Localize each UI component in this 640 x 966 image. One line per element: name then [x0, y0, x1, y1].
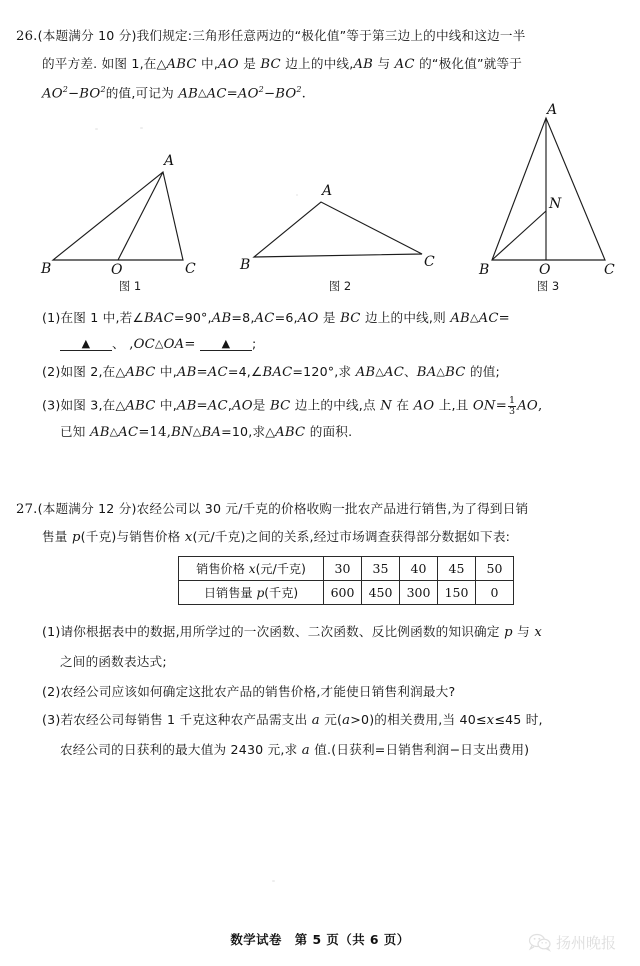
- scan-speck-4: [272, 880, 275, 882]
- problem-26-header-text: (本题满分 10 分)我们规定:三角形任意两边的“极化值”等于第三边上的中线和这边一半: [37, 28, 526, 43]
- p26-l2-mid: 中,: [201, 56, 219, 71]
- figure-2-label-B: B: [240, 257, 251, 273]
- th-price-pre: 销售价格: [196, 561, 245, 576]
- sub3-d: 是: [252, 397, 266, 413]
- p26-l2-ab: AB: [353, 57, 374, 72]
- problem-27-sub1-line1: [42, 626, 542, 639]
- figure-2-label-A: A: [322, 183, 333, 199]
- sub2-a: 如图 2,在: [60, 364, 116, 379]
- p26-l2-ac: AC: [394, 57, 415, 72]
- problem-26-line3: [42, 86, 306, 101]
- table-cell-price-2: 40: [400, 557, 438, 581]
- sub3-n: N: [380, 398, 392, 414]
- sub2-ab: AB: [355, 365, 376, 380]
- fraction-one-third: [508, 396, 516, 417]
- sub3-bc: BC: [269, 398, 291, 414]
- price-volume-table: [178, 556, 514, 605]
- sub1-ac: AC: [254, 311, 275, 326]
- sub2-ba: BA: [416, 365, 437, 380]
- p27-sub3-a1: a: [311, 713, 320, 728]
- sub1-b: =90°,: [173, 310, 212, 325]
- th-vol-var: p: [256, 585, 265, 600]
- minus-2: −: [263, 86, 276, 102]
- sub1-ab: AB: [211, 311, 232, 326]
- sub2-b: 中,: [159, 364, 177, 379]
- p26-l3-ac: AC: [206, 86, 227, 102]
- scan-speck-2: [140, 127, 143, 129]
- sub3-ao3: AO: [517, 398, 538, 414]
- watermark-text: 扬州晚报: [556, 933, 617, 952]
- sub2-abc: ABC: [125, 365, 156, 380]
- table-cell-price-4: 50: [476, 557, 514, 581]
- p27-sub1-p: p: [504, 625, 513, 640]
- sub2-ac: AC: [383, 365, 404, 380]
- p26-l2-and: 与: [377, 56, 391, 71]
- th-price-post: (元/千克): [255, 561, 306, 576]
- sub2-sep: 、: [404, 364, 417, 379]
- fraction-denominator: 3: [508, 405, 516, 417]
- sub3-abc: ABC: [125, 398, 156, 414]
- figure-2: [240, 150, 440, 295]
- p26-l3-ao: AO: [42, 86, 63, 102]
- p27-sub3-d: ≤45 时,: [494, 712, 543, 727]
- problem-27-number: 27.: [16, 502, 38, 517]
- sub3-h: 的面积.: [309, 424, 353, 439]
- sub1-d: =6,: [274, 310, 298, 325]
- p26-l2-bc: BC: [260, 57, 281, 72]
- table-cell-price-1: 35: [362, 557, 400, 581]
- sub3-ab2: AB: [90, 425, 110, 440]
- sub3-a: 如图 3,在: [60, 397, 116, 413]
- p27-var-x: x: [184, 530, 193, 545]
- sub3-comma: ,: [537, 398, 543, 414]
- figure-2-caption: 图 2: [328, 279, 352, 293]
- sub3-abac: AB=AC: [176, 398, 228, 414]
- p26-l2-tail: 的“极化值”就等于: [419, 56, 523, 71]
- sub3-ac2: AC: [118, 425, 139, 440]
- exponent-2b: 2: [100, 85, 106, 94]
- scan-speck-3: [296, 194, 298, 196]
- sub3-eq10: =10,求: [221, 424, 266, 439]
- table-cell-volume-2: 300: [400, 581, 438, 605]
- p26-l3-bo2: BO: [275, 86, 297, 102]
- table-cell-price-0: 30: [324, 557, 362, 581]
- problem-26-sub1-line2: ▲ 、 ,OC△OA= ▲ ;: [60, 338, 256, 352]
- sub3-on: ON: [472, 398, 496, 414]
- triangle-symbol-7: △: [436, 365, 446, 378]
- figure-3-label-O: O: [539, 262, 551, 278]
- eq-1: =: [226, 86, 238, 102]
- figure-3-label-A: A: [547, 102, 558, 118]
- problem-27-header-line2: [42, 531, 510, 544]
- p27-sub3-b: 元(: [324, 712, 343, 727]
- watermark: [528, 929, 636, 955]
- exponent-2: 2: [62, 85, 69, 94]
- sub1-c: =8,: [231, 310, 255, 325]
- p27-sub3-a: 若农经公司每销售 1 千克这种农产品需支出: [60, 712, 308, 727]
- p27-h-tail: (元/千克)之间的关系,经过市场调查获得部分数据如下表:: [192, 529, 511, 544]
- sub2-e: 的值;: [469, 364, 500, 379]
- sub3-e: 边上的中线,点: [294, 397, 376, 413]
- figure-3-caption: 图 3: [536, 279, 560, 293]
- p27-sub3-l2b: 值.(日获利=日销售利润−日支出费用): [314, 742, 530, 757]
- p27-sub3-c: >0)的相关费用,当 40≤: [350, 712, 487, 727]
- sub1-actri: AC: [478, 311, 499, 326]
- triangle-symbol-2: △: [197, 86, 207, 100]
- sub3-bn: BN: [171, 425, 193, 440]
- sub1-ao: AO: [297, 311, 319, 326]
- p27-h-mid: (千克)与销售价格: [80, 529, 181, 544]
- th-vol-post: (千克): [264, 585, 299, 600]
- sub1-eq: =: [498, 311, 510, 326]
- problem-27-sub2: [42, 686, 455, 699]
- table-row-price: [179, 557, 514, 581]
- p27-sub3-l2a: 农经公司的日获利的最大值为 2430 元,求: [60, 742, 298, 757]
- figure-3-label-N: N: [549, 196, 562, 212]
- figure-1-label-O: O: [111, 262, 123, 278]
- table-cell-volume-1: 450: [362, 581, 400, 605]
- figure-1: [35, 150, 225, 295]
- sub3-eq: =: [495, 398, 507, 414]
- p26-l2-is: 是: [243, 56, 256, 71]
- p26-l3-ab: AB: [178, 86, 198, 102]
- blank-triangle-1: ▲: [81, 337, 91, 350]
- sub1-a: 在图 1 中,若∠: [60, 310, 144, 325]
- exponent-2c: 2: [258, 85, 264, 94]
- table-cell-volume-3: 150: [438, 581, 476, 605]
- sub3-ao: AO: [232, 398, 253, 414]
- p26-l2-median: 边上的中线,: [285, 56, 354, 71]
- triangle-symbol-10: △: [192, 425, 202, 438]
- sub1-bc: BC: [340, 311, 361, 326]
- answer-blank-2[interactable]: [200, 337, 252, 351]
- problem-26-number: 26.: [16, 29, 38, 44]
- p27-sub1-b: 与: [517, 624, 530, 639]
- table-header-volume: [179, 581, 324, 605]
- sub3-abc2: ABC: [275, 425, 306, 440]
- figure-1-svg: [35, 150, 225, 278]
- figure-1-label-B: B: [41, 261, 52, 277]
- sub3-eq14: =14,: [138, 425, 172, 440]
- problem-26-sub1-line1: [42, 312, 510, 325]
- problem-26-sub2: [42, 366, 500, 379]
- scan-speck-1: [95, 128, 98, 130]
- sub2-c: =4,∠: [227, 364, 263, 379]
- sub3-f: 在: [396, 397, 410, 413]
- problem-26-sub3-line1: [42, 396, 542, 417]
- sub1-oa: OA: [163, 337, 185, 352]
- answer-blank-1[interactable]: [60, 337, 112, 351]
- sub2-label: (2): [42, 364, 61, 379]
- table-cell-volume-4: 0: [476, 581, 514, 605]
- sub3-l2a: 已知: [60, 424, 86, 439]
- problem-26-line2: [42, 58, 522, 71]
- sub2-d: =120°,求: [292, 364, 352, 379]
- th-price-var: x: [248, 561, 256, 576]
- table-header-price: [179, 557, 324, 581]
- p26-l2-abc: ABC: [166, 57, 197, 72]
- p27-sub3-x: x: [486, 713, 495, 728]
- p27-sub3-label: (3): [42, 712, 61, 727]
- triangle-symbol-3: △: [469, 311, 479, 324]
- sub1-semi: ;: [251, 336, 257, 351]
- sub2-abac: AB=AC: [176, 365, 228, 380]
- sub1-e: 是: [322, 310, 336, 325]
- p26-l3-ao2: AO: [237, 86, 259, 102]
- minus-1: −: [68, 86, 80, 102]
- figure-1-caption: 图 1: [118, 279, 142, 293]
- p27-sub2-text: 农经公司应该如何确定这批农产品的销售价格,才能使日销售利润最大?: [60, 684, 456, 699]
- sub1-label: (1): [42, 310, 61, 325]
- triangle-symbol-11: △: [265, 424, 276, 439]
- figure-3-label-B: B: [479, 262, 490, 278]
- p27-sub3-a2: a: [342, 713, 351, 728]
- problem-26-header: [16, 30, 526, 43]
- problem-27-sub3-line2: [60, 744, 529, 757]
- sub3-ao2: AO: [413, 398, 435, 414]
- table-cell-price-3: 45: [438, 557, 476, 581]
- triangle-symbol-4: △: [154, 337, 164, 350]
- sub3-b: 中,: [159, 397, 177, 413]
- problem-27-sub1-line2: [60, 656, 167, 669]
- p27-sub1-x: x: [534, 625, 542, 640]
- sub3-ba2: BA: [201, 425, 222, 440]
- period-1: .: [301, 86, 307, 102]
- p26-l3-bo: BO: [79, 86, 101, 102]
- p27-var-p: p: [72, 530, 81, 545]
- th-vol-pre: 日销售量: [203, 585, 253, 600]
- figure-1-label-A: A: [164, 153, 175, 169]
- blank-triangle-2: ▲: [221, 337, 231, 350]
- sub1-f: 边上的中线,则: [364, 310, 446, 325]
- figure-3-svg: [468, 102, 628, 278]
- problem-26-sub3-line2: [60, 426, 352, 439]
- sub1-abtri: AB: [450, 311, 470, 326]
- triangle-symbol-8: △: [115, 397, 126, 413]
- p27-sub3-a3: a: [301, 743, 310, 758]
- sub1-eq2: =: [184, 337, 196, 352]
- exponent-2d: 2: [296, 85, 302, 94]
- fraction-numerator: 1: [508, 395, 516, 406]
- sub2-bc: BC: [445, 365, 466, 380]
- sub1-oc: OC: [133, 337, 155, 352]
- problem-27-sub3-line1: [42, 714, 543, 727]
- triangle-symbol-5: △: [115, 364, 126, 379]
- triangle-symbol: △: [156, 56, 167, 71]
- figure-3-label-C: C: [604, 262, 615, 278]
- sub3-label: (3): [42, 397, 61, 413]
- figure-3: [468, 102, 628, 298]
- p26-l3-mid: 的值,可记为: [105, 85, 174, 101]
- problem-27-header-line1: [16, 503, 528, 516]
- p27-sub1-l2: 之间的函数表达式;: [60, 654, 167, 669]
- p27-h-pre: 售量: [42, 529, 68, 544]
- table-row-volume: [179, 581, 514, 605]
- figure-2-label-C: C: [424, 254, 435, 270]
- triangle-symbol-6: △: [375, 365, 384, 378]
- table-cell-volume-0: 600: [324, 581, 362, 605]
- p27-sub1-label: (1): [42, 624, 61, 639]
- sub3-g: 上,且: [438, 397, 469, 413]
- figure-1-label-C: C: [185, 261, 196, 277]
- figure-2-svg: [240, 150, 440, 275]
- page-footer: 数学试卷 第 5 页（共 6 页）: [230, 932, 410, 947]
- sub1-sep: 、: [112, 336, 125, 351]
- triangle-symbol-9: △: [109, 425, 119, 438]
- p27-sub1-a: 请你根据表中的数据,用所学过的一次函数、二次函数、反比例函数的知识确定: [60, 624, 500, 639]
- p27-sub2-label: (2): [42, 684, 61, 699]
- sub2-bac: BAC: [262, 365, 293, 380]
- p26-l2-pre: 的平方差. 如图 1,在: [42, 56, 157, 71]
- sub3-c: ,: [227, 397, 233, 413]
- p26-l2-ao: AO: [218, 57, 239, 72]
- problem-27-header-a: (本题满分 12 分)农经公司以 30 元/千克的价格收购一批农产品进行销售,为了得到日销: [37, 501, 529, 516]
- wechat-icon: [528, 933, 552, 951]
- sub1-bac: BAC: [143, 311, 174, 326]
